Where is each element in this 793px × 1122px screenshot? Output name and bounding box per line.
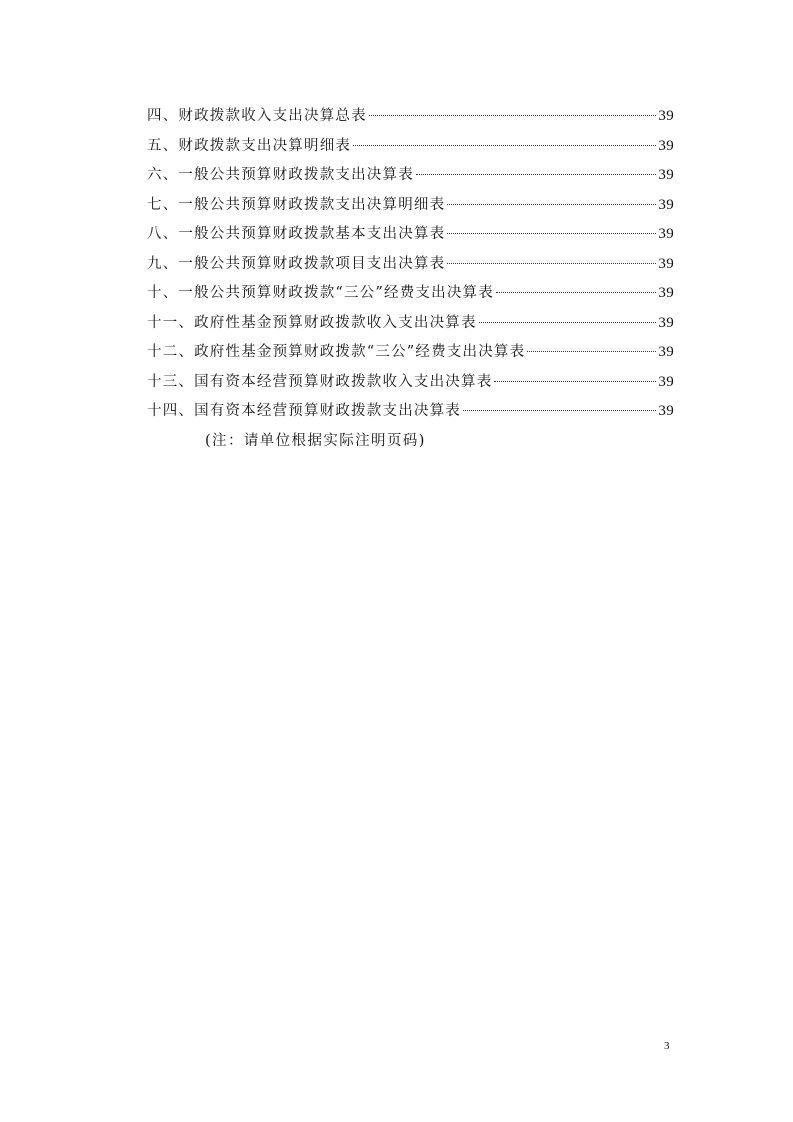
toc-dot-leader [447, 233, 656, 234]
toc-dot-leader [463, 410, 656, 411]
toc-entry[interactable] [147, 309, 674, 339]
toc-dot-leader [353, 145, 656, 146]
toc-dot-leader [369, 115, 657, 116]
page-number: 3 [664, 1040, 670, 1052]
toc-entry-title: 十四、国有资本经营预算财政拨款支出决算表 [147, 403, 461, 419]
toc-entry-title: 十、一般公共预算财政拨款“三公”经费支出决算表 [147, 285, 494, 301]
toc-dot-leader [494, 381, 656, 382]
toc-entry[interactable] [147, 338, 674, 368]
toc-entry-title: 十二、政府性基金预算财政拨款“三公”经费支出决算表 [147, 344, 526, 360]
toc-entry-page: 39 [658, 108, 674, 124]
toc-entry[interactable] [147, 132, 674, 162]
toc-entry-page: 39 [658, 373, 674, 390]
toc-entry-page: 39 [658, 196, 674, 213]
toc-dot-leader [416, 174, 656, 175]
toc-entry[interactable] [147, 397, 674, 427]
toc-dot-leader [496, 292, 656, 293]
toc-entry-title: 十三、国有资本经营预算财政拨款收入支出决算表 [147, 373, 493, 390]
table-of-contents [147, 102, 674, 427]
toc-entry-title: 八、一般公共预算财政拨款基本支出决算表 [147, 226, 446, 242]
toc-entry[interactable] [147, 191, 674, 221]
toc-entry-page: 39 [658, 137, 674, 154]
toc-entry-title: 四、财政拨款收入支出决算总表 [147, 108, 367, 124]
toc-dot-leader [527, 351, 656, 352]
toc-entry-title: 九、一般公共预算财政拨款项目支出决算表 [147, 255, 446, 272]
toc-dot-leader [479, 322, 657, 323]
toc-entry-page: 39 [658, 167, 674, 183]
toc-entry[interactable] [147, 368, 674, 398]
toc-entry[interactable] [147, 220, 674, 250]
toc-entry-title: 六、一般公共预算财政拨款支出决算表 [147, 167, 414, 183]
toc-entry[interactable] [147, 279, 674, 309]
toc-dot-leader [447, 263, 656, 264]
toc-entry-page: 39 [658, 344, 674, 360]
toc-entry-title: 十一、政府性基金预算财政拨款收入支出决算表 [147, 314, 477, 331]
toc-entry-page: 39 [658, 255, 674, 272]
toc-entry[interactable] [147, 161, 674, 191]
toc-entry-page: 39 [658, 403, 674, 419]
toc-entry-page: 39 [658, 285, 674, 301]
toc-entry-page: 39 [658, 226, 674, 242]
toc-entry-page: 39 [658, 314, 674, 331]
toc-note: (注：请单位根据实际注明页码) [205, 433, 426, 449]
toc-entry[interactable] [147, 102, 674, 132]
toc-entry[interactable] [147, 250, 674, 280]
toc-dot-leader [447, 204, 656, 205]
toc-entry-title: 五、财政拨款支出决算明细表 [147, 137, 352, 154]
toc-entry-title: 七、一般公共预算财政拨款支出决算明细表 [147, 196, 446, 213]
